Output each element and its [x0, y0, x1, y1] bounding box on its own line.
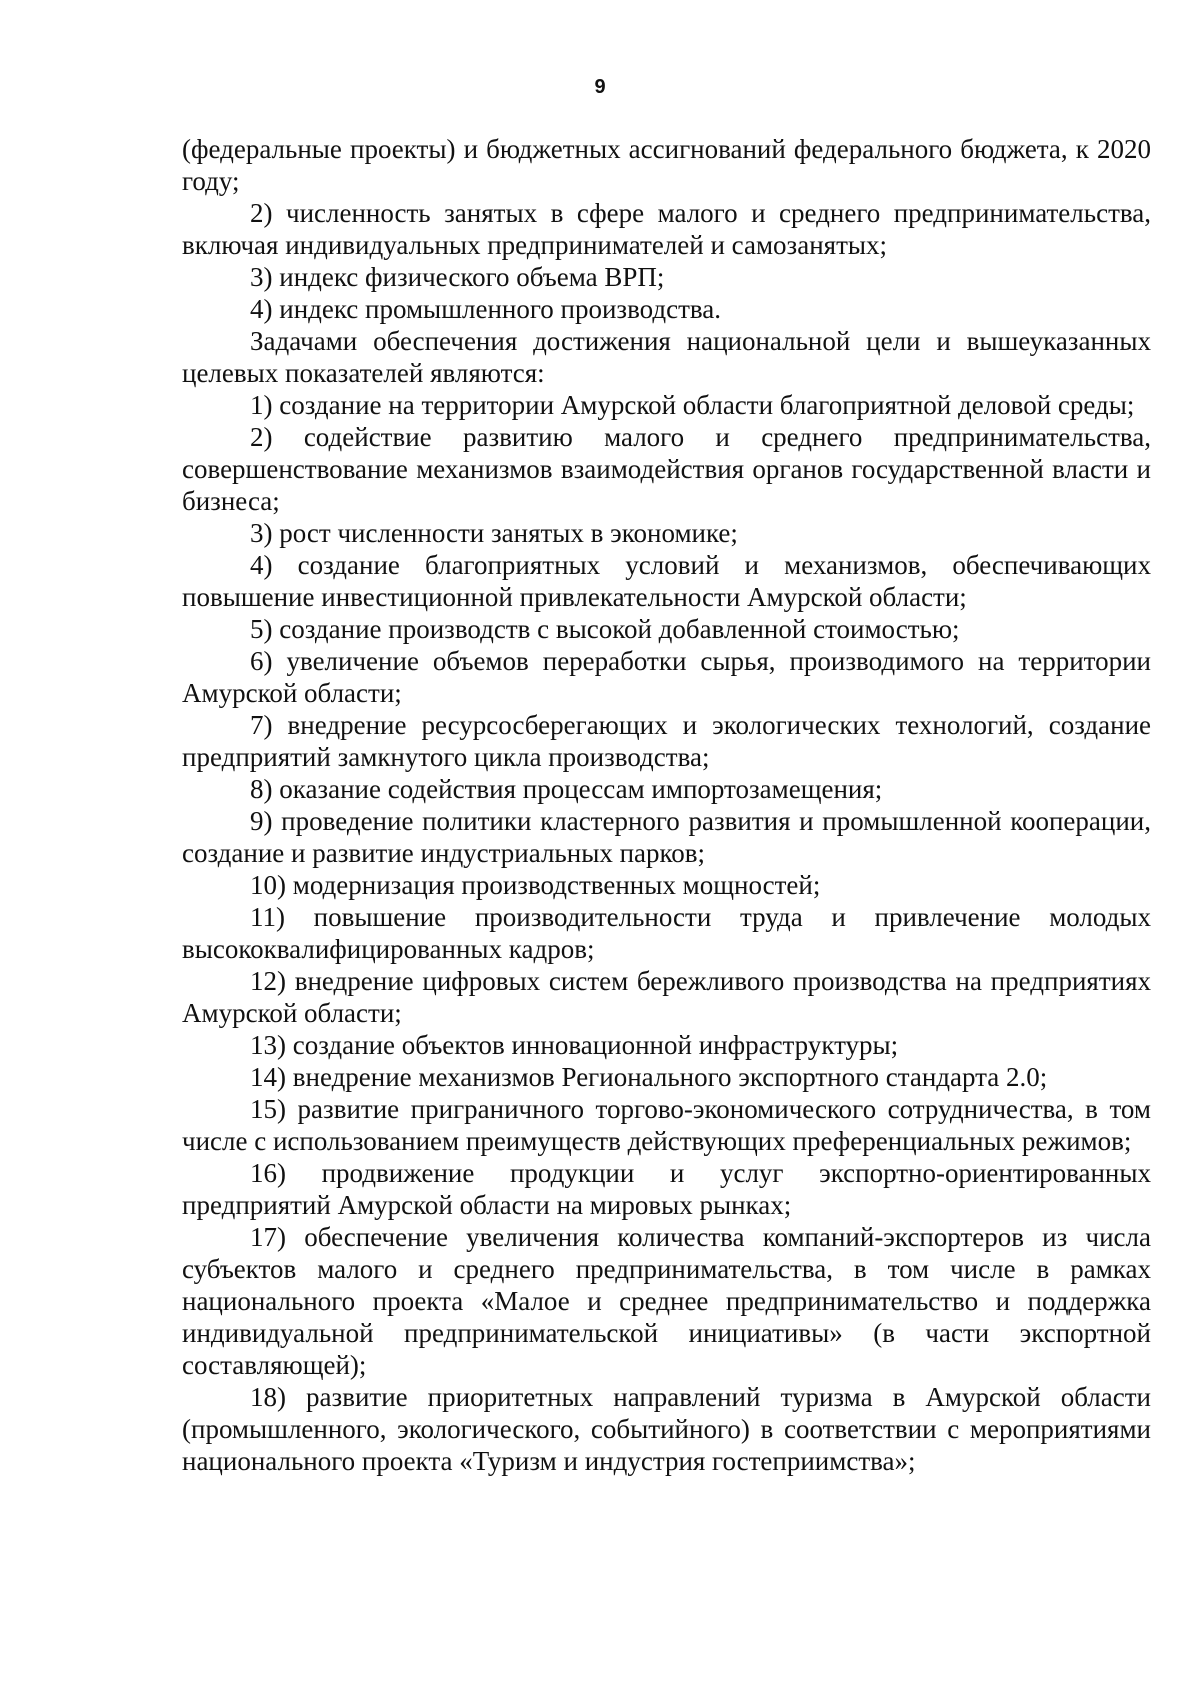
- list-item: 4) индекс промышленного производства.: [250, 294, 721, 324]
- list-item: 3) индекс физического объема ВРП;: [250, 262, 665, 292]
- list-item: 4) создание благоприятных условий и механизмов, обеспечивающих повышение инвестиционной привлекательности Амурской области;: [182, 550, 1151, 612]
- list-item: 11) повышение производительности труда и привлечение молодых высококвалифицированных кадров;: [182, 902, 1151, 964]
- list-item: 3) рост численности занятых в экономике;: [250, 518, 738, 548]
- list-item: 9) проведение политики кластерного развития и промышленной кооперации, создание и развитие индустриальных парков;: [182, 806, 1151, 868]
- list-item: 10) модернизация производственных мощностей;: [250, 870, 821, 900]
- list-item: 15) развитие приграничного торгово-экономического сотрудничества, в том числе с использованием преимуществ действующих преференциальных режимов;: [182, 1094, 1151, 1156]
- list-item: 1) создание на территории Амурской области благоприятной деловой среды;: [250, 390, 1135, 420]
- list-item: 8) оказание содействия процессам импортозамещения;: [250, 774, 883, 804]
- list-item: 13) создание объектов инновационной инфраструктуры;: [250, 1030, 899, 1060]
- list-item: 2) содействие развитию малого и среднего предпринимательства, совершенствование механизмов взаимодействия органов государственной власти и бизнеса;: [182, 422, 1151, 516]
- list-item: 17) обеспечение увеличения количества компаний-экспортеров из числа субъектов малого и среднего предпринимательства, в том числе в рамках национального проекта «Малое и среднее предпринимательство и поддержка индивидуальной предпринимательской инициативы» (в части экспортной составляющей);: [182, 1222, 1151, 1380]
- list-item: 7) внедрение ресурсосберегающих и экологических технологий, создание предприятий замкнутого цикла производства;: [182, 710, 1151, 772]
- page-number: 9: [594, 76, 606, 98]
- list-item: 2) численность занятых в сфере малого и среднего предпринимательства, включая индивидуальных предпринимателей и самозанятых;: [182, 198, 1151, 260]
- list-item: 18) развитие приоритетных направлений туризма в Амурской области (промышленного, экологического, событийного) в соответствии с мероприятиями национального проекта «Туризм и индустрия гостеприимства»;: [182, 1382, 1151, 1476]
- list-item: 16) продвижение продукции и услуг экспортно-ориентированных предприятий Амурской области на мировых рынках;: [182, 1158, 1151, 1220]
- list-item: 6) увеличение объемов переработки сырья, производимого на территории Амурской области;: [182, 646, 1151, 708]
- list-item: 12) внедрение цифровых систем бережливого производства на предприятиях Амурской области;: [182, 966, 1151, 1028]
- paragraph: (федеральные проекты) и бюджетных ассигнований федерального бюджета, к 2020 году;: [182, 134, 1151, 196]
- document-body: [182, 133, 1151, 1477]
- list-item: 5) создание производств с высокой добавленной стоимостью;: [250, 614, 960, 644]
- paragraph: Задачами обеспечения достижения национальной цели и вышеуказанных целевых показателей являются:: [182, 326, 1151, 388]
- list-item: 14) внедрение механизмов Регионального экспортного стандарта 2.0;: [250, 1062, 1048, 1092]
